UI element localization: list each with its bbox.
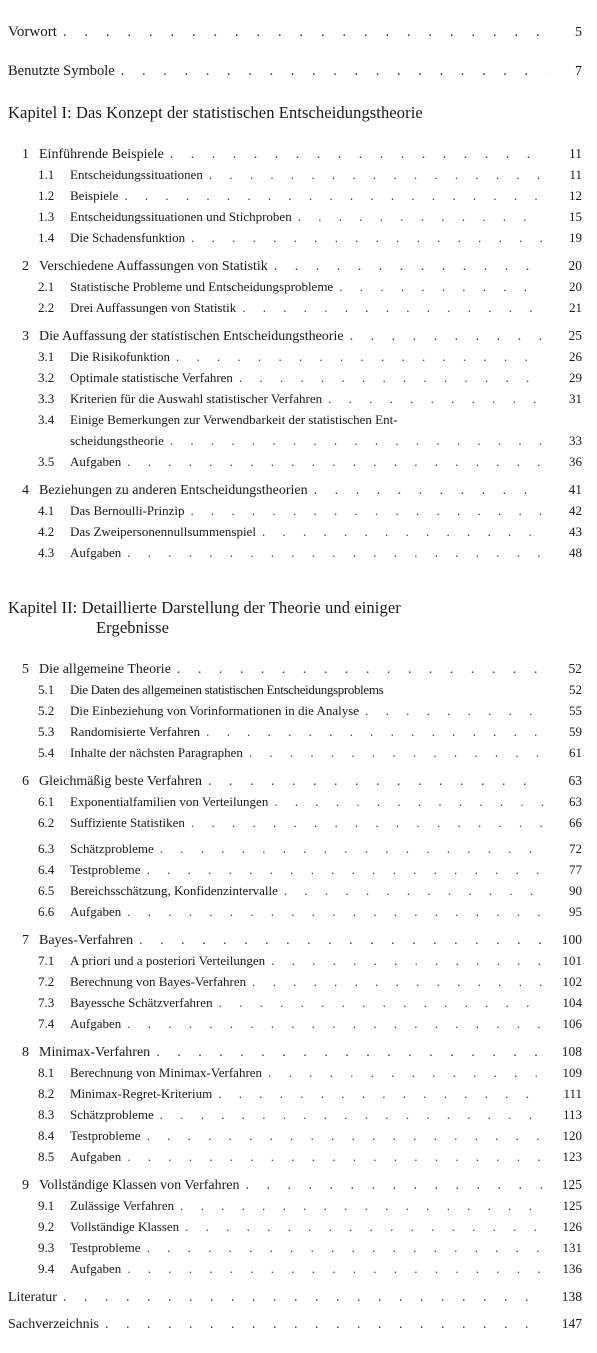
- page-number: 20: [568, 258, 582, 273]
- dot-leader: [206, 724, 544, 740]
- subsection-number: 9.2: [38, 1219, 55, 1234]
- dot-leader: [298, 209, 544, 225]
- page-number: 147: [561, 1316, 582, 1331]
- page-number: 123: [562, 1149, 582, 1164]
- subsection-title: Aufgaben: [70, 1016, 122, 1031]
- dot-leader: [147, 1240, 544, 1256]
- page-number: 136: [562, 1261, 582, 1276]
- subsection-title: Aufgaben: [70, 904, 122, 919]
- subsection-title: Suffiziente Statistiken: [70, 815, 185, 830]
- page-number: 106: [562, 1016, 582, 1031]
- toc-subsection-4-1[interactable]: [0, 503, 597, 519]
- toc-subsection-7-3[interactable]: [0, 995, 597, 1011]
- subsection-title: Aufgaben: [70, 1261, 122, 1276]
- dot-leader: [160, 1107, 544, 1123]
- section-number: 9: [22, 1178, 29, 1193]
- toc-entry-benutzte-symbole[interactable]: [0, 63, 597, 80]
- dot-leader: [271, 953, 544, 969]
- page-number: 66: [569, 815, 582, 830]
- subsection-number: 3.2: [38, 370, 55, 385]
- page-number: 108: [561, 1044, 582, 1059]
- subsection-number: 1.3: [38, 209, 55, 224]
- section-number: 8: [22, 1045, 29, 1060]
- toc-subsection-7-1[interactable]: [0, 953, 597, 969]
- dot-leader: [127, 1261, 544, 1277]
- entry-title: Sachverzeichnis: [8, 1317, 99, 1332]
- page-number: 43: [569, 524, 582, 539]
- subsection-number: 8.2: [38, 1086, 55, 1101]
- toc-subsection-3-2[interactable]: [0, 370, 597, 386]
- dot-leader: [105, 1317, 544, 1333]
- toc-subsection-9-1[interactable]: [0, 1198, 597, 1214]
- dot-leader: [219, 995, 544, 1011]
- subsection-number: 3.3: [38, 391, 55, 406]
- page-number: 102: [562, 974, 582, 989]
- page-number: 12: [569, 188, 582, 203]
- toc-subsection-2-2[interactable]: [0, 300, 597, 316]
- section-title: Beziehungen zu anderen Entscheidungstheorien: [39, 483, 308, 498]
- dot-leader: [121, 63, 547, 80]
- subsection-title: Einige Bemerkungen zur Verwendbarkeit der statistischen Ent-: [70, 412, 398, 427]
- dot-leader: [274, 794, 544, 810]
- page-number: 126: [562, 1219, 582, 1234]
- toc-subsection-6-6[interactable]: [0, 904, 597, 920]
- subsection-number: 1.1: [38, 167, 55, 182]
- subsection-number: 9.4: [38, 1261, 55, 1276]
- dot-leader: [191, 230, 544, 246]
- dot-leader: [170, 147, 544, 163]
- subsection-number: 3.5: [38, 454, 55, 469]
- toc-subsection-6-1[interactable]: [0, 794, 597, 810]
- subsection-number: 7.3: [38, 995, 55, 1010]
- chapter-1-heading: Kapitel I: Das Konzept der statistischen Entscheidungstheorie: [8, 103, 423, 122]
- page-number: 26: [569, 349, 582, 364]
- page-number: 15: [569, 209, 582, 224]
- dot-leader: [191, 815, 544, 831]
- toc-subsection-3-4-continued[interactable]: [0, 433, 597, 449]
- subsection-number: 4.3: [38, 545, 55, 560]
- page-number: 7: [575, 64, 582, 79]
- dot-leader: [249, 745, 544, 761]
- subsection-title: Berechnung von Minimax-Verfahren: [70, 1065, 263, 1080]
- subsection-title: Die Daten des allgemeinen statistischen Entscheidungsproblems: [70, 682, 384, 697]
- subsection-number: 8.3: [38, 1107, 55, 1122]
- toc-subsection-7-4[interactable]: [0, 1016, 597, 1032]
- toc-entry-literatur[interactable]: [0, 1289, 597, 1306]
- toc-subsection-6-5[interactable]: [0, 883, 597, 899]
- entry-title: Literatur: [8, 1290, 57, 1305]
- dot-leader: [63, 24, 547, 41]
- chapter-2-heading-line-2: Ergebnisse: [96, 618, 170, 637]
- page-number: 42: [569, 503, 582, 518]
- subsection-title: A priori und a posteriori Verteilungen: [70, 953, 266, 968]
- toc-subsection-1-4[interactable]: [0, 230, 597, 246]
- dot-leader: [160, 841, 544, 857]
- toc-subsection-5-3[interactable]: [0, 724, 597, 740]
- subsection-title: Inhalte der nächsten Paragraphen: [70, 745, 243, 760]
- dot-leader: [127, 1016, 544, 1032]
- toc-subsection-9-2[interactable]: [0, 1219, 597, 1235]
- toc-section-1[interactable]: [0, 146, 597, 163]
- subsection-title: Aufgaben: [70, 454, 122, 469]
- section-number: 1: [22, 147, 29, 162]
- subsection-number: 7.1: [38, 953, 55, 968]
- dot-leader: [284, 883, 544, 899]
- toc-subsection-5-2[interactable]: [0, 703, 597, 719]
- subsection-number: 6.6: [38, 904, 55, 919]
- toc-subsection-1-1[interactable]: [0, 167, 597, 183]
- subsection-title: Randomisierte Verfahren: [70, 724, 201, 739]
- subsection-number: 2.2: [38, 300, 55, 315]
- page-number: 113: [562, 1107, 582, 1122]
- toc-subsection-9-4[interactable]: [0, 1261, 597, 1277]
- subsection-title: Bayessche Schätzverfahren: [70, 995, 213, 1010]
- page-number: 72: [569, 841, 582, 856]
- toc-subsection-5-1[interactable]: [0, 682, 597, 698]
- page-number: 33: [569, 433, 582, 448]
- subsection-title: Die Schadensfunktion: [70, 230, 186, 245]
- section-title: Die allgemeine Theorie: [39, 662, 171, 677]
- toc-subsection-8-2[interactable]: [0, 1086, 597, 1102]
- section-title: Einführende Beispiele: [39, 147, 164, 162]
- page-number: 100: [561, 932, 582, 947]
- dot-leader: [246, 1178, 545, 1194]
- subsection-title: Schätzprobleme: [70, 1107, 154, 1122]
- page-number: 111: [563, 1086, 582, 1101]
- page-number: 21: [569, 300, 582, 315]
- page-number: 63: [568, 773, 582, 788]
- page-number: 125: [562, 1198, 582, 1213]
- page-number: 41: [568, 482, 582, 497]
- dot-leader: [239, 370, 544, 386]
- chapter-2-heading: [8, 598, 401, 638]
- page-number: 101: [562, 953, 582, 968]
- dot-leader: [147, 1128, 544, 1144]
- toc-entry-vorwort[interactable]: [0, 24, 597, 41]
- subsection-title: Kriterien für die Auswahl statistischer Verfahren: [70, 391, 323, 406]
- subsection-title: Drei Auffassungen von Statistik: [70, 300, 237, 315]
- dot-leader: [127, 904, 544, 920]
- subsection-title: Testprobleme: [70, 1240, 141, 1255]
- toc-subsection-4-3[interactable]: [0, 545, 597, 561]
- dot-leader: [252, 974, 544, 990]
- dot-leader: [218, 1086, 544, 1102]
- page-number: 48: [569, 545, 582, 560]
- page-number: 52: [569, 682, 582, 697]
- page-number: 125: [561, 1177, 582, 1192]
- toc-subsection-7-2[interactable]: [0, 974, 597, 990]
- toc-section-2[interactable]: [0, 258, 597, 275]
- subsection-title: Statistische Probleme und Entscheidungsprobleme: [70, 279, 334, 294]
- entry-title: Vorwort: [8, 24, 57, 40]
- toc-subsection-8-4[interactable]: [0, 1128, 597, 1144]
- section-title: Die Auffassung der statistischen Entscheidungstheorie: [39, 329, 344, 344]
- page-number: 59: [569, 724, 582, 739]
- toc-subsection-6-2[interactable]: [0, 815, 597, 831]
- toc-subsection-3-3[interactable]: [0, 391, 597, 407]
- page-number: 138: [561, 1289, 582, 1304]
- subsection-title: Zulässige Verfahren: [70, 1198, 175, 1213]
- section-number: 6: [22, 774, 29, 789]
- page-number: 52: [568, 661, 582, 676]
- subsection-number: 5.3: [38, 724, 55, 739]
- subsection-title: Die Einbeziehung von Vorinformationen in die Analyse: [70, 703, 360, 718]
- page-number: 120: [562, 1128, 582, 1143]
- subsection-title: Berechnung von Bayes-Verfahren: [70, 974, 247, 989]
- subsection-title: Optimale statistische Verfahren: [70, 370, 233, 385]
- subsection-number: 5.4: [38, 745, 55, 760]
- subsection-number: 9.1: [38, 1198, 55, 1213]
- section-title: Gleichmäßig beste Verfahren: [39, 774, 203, 789]
- toc-subsection-8-1[interactable]: [0, 1065, 597, 1081]
- page-number: 131: [562, 1240, 582, 1255]
- subsection-title: Testprobleme: [70, 1128, 141, 1143]
- section-title: Minimax-Verfahren: [39, 1045, 151, 1060]
- toc-subsection-4-2[interactable]: [0, 524, 597, 540]
- toc-subsection-1-3[interactable]: [0, 209, 597, 225]
- subsection-number: 2.1: [38, 279, 55, 294]
- dot-leader: [190, 503, 544, 519]
- dot-leader: [185, 1219, 544, 1235]
- subsection-number: 8.4: [38, 1128, 55, 1143]
- dot-leader: [127, 545, 544, 561]
- page-number: 11: [569, 146, 582, 161]
- toc-section-9[interactable]: [0, 1177, 597, 1194]
- page-number: 55: [569, 703, 582, 718]
- subsection-title: Vollständige Klassen: [70, 1219, 180, 1234]
- section-title: Bayes-Verfahren: [39, 933, 134, 948]
- page-number: 95: [569, 904, 582, 919]
- toc-section-5[interactable]: [0, 661, 597, 678]
- dot-leader: [170, 433, 544, 449]
- page-number: 31: [569, 391, 582, 406]
- dot-leader: [274, 259, 544, 275]
- toc-subsection-9-3[interactable]: [0, 1240, 597, 1256]
- toc-section-4[interactable]: [0, 482, 597, 499]
- dot-leader: [209, 167, 544, 183]
- toc-subsection-3-5[interactable]: [0, 454, 597, 470]
- chapter-2-heading-line-1: Kapitel II: Detaillierte Darstellung der Theorie und einiger: [8, 598, 401, 617]
- page-number: 63: [569, 794, 582, 809]
- toc-subsection-5-4[interactable]: [0, 745, 597, 761]
- subsection-title: Minimax-Regret-Kriterium: [70, 1086, 213, 1101]
- dot-leader: [339, 279, 544, 295]
- subsection-number: 5.1: [38, 682, 55, 697]
- subsection-number: 9.3: [38, 1240, 55, 1255]
- page-number: 20: [569, 279, 582, 294]
- subsection-title: Entscheidungssituationen: [70, 167, 203, 182]
- dot-leader: [147, 862, 544, 878]
- section-number: 3: [22, 329, 29, 344]
- subsection-title: Das Zweipersonennullsummenspiel: [70, 524, 256, 539]
- toc-section-3[interactable]: [0, 328, 597, 345]
- entry-title: Benutzte Symbole: [8, 63, 115, 79]
- toc-subsection-8-3[interactable]: [0, 1107, 597, 1123]
- section-number: 4: [22, 483, 29, 498]
- dot-leader: [365, 703, 544, 719]
- dot-leader: [63, 1290, 544, 1306]
- toc-entry-sachverzeichnis[interactable]: [0, 1316, 597, 1333]
- page-number: 25: [568, 328, 582, 343]
- subsection-title: Das Bernoulli-Prinzip: [70, 503, 185, 518]
- dot-leader: [268, 1065, 544, 1081]
- subsection-number: 6.1: [38, 794, 55, 809]
- subsection-title: Testprobleme: [70, 862, 141, 877]
- subsection-number: 6.5: [38, 883, 55, 898]
- dot-leader: [127, 454, 544, 470]
- subsection-number: 3.1: [38, 349, 55, 364]
- subsection-number: 8.5: [38, 1149, 55, 1164]
- dot-leader: [124, 188, 544, 204]
- subsection-title: Aufgaben: [70, 1149, 122, 1164]
- toc-subsection-1-2[interactable]: [0, 188, 597, 204]
- subsection-number: 1.2: [38, 188, 55, 203]
- section-number: 5: [22, 662, 29, 677]
- dot-leader: [314, 483, 544, 499]
- page-number: 77: [569, 862, 582, 877]
- subsection-number: 1.4: [38, 230, 55, 245]
- section-title: Vollständige Klassen von Verfahren: [39, 1178, 240, 1193]
- page-number: 109: [562, 1065, 582, 1080]
- dot-leader: [127, 1149, 544, 1165]
- dot-leader: [328, 391, 544, 407]
- toc-section-8[interactable]: [0, 1044, 597, 1061]
- section-number: 7: [22, 933, 29, 948]
- subsection-number: 6.3: [38, 841, 55, 856]
- dot-leader: [350, 329, 544, 345]
- section-number: 2: [22, 259, 29, 274]
- dot-leader: [208, 774, 544, 790]
- subsection-title: Bereichsschätzung, Konfidenzintervalle: [70, 883, 278, 898]
- page-number: 5: [575, 25, 582, 40]
- toc-subsection-6-3[interactable]: [0, 841, 597, 857]
- dot-leader: [242, 300, 544, 316]
- dot-leader: [177, 662, 544, 678]
- dot-leader: [176, 349, 544, 365]
- page-number: 19: [569, 230, 582, 245]
- page-number: 11: [569, 167, 582, 182]
- subsection-number: 4.2: [38, 524, 55, 539]
- subsection-number: 8.1: [38, 1065, 55, 1080]
- section-title: Verschiedene Auffassungen von Statistik: [39, 259, 268, 274]
- subsection-number: 5.2: [38, 703, 55, 718]
- toc-subsection-3-1[interactable]: [0, 349, 597, 365]
- toc-section-6[interactable]: [0, 773, 597, 790]
- subsection-number: 6.4: [38, 862, 55, 877]
- subsection-title: Exponentialfamilien von Verteilungen: [70, 794, 269, 809]
- toc-subsection-3-4[interactable]: [0, 412, 597, 428]
- subsection-number: 4.1: [38, 503, 55, 518]
- page-number: 90: [569, 883, 582, 898]
- toc-subsection-2-1[interactable]: [0, 279, 597, 295]
- dot-leader: [262, 524, 544, 540]
- dot-leader: [156, 1045, 544, 1061]
- subsection-title: Schätzprobleme: [70, 841, 154, 856]
- subsection-number: 3.4: [38, 412, 55, 427]
- subsection-title: Aufgaben: [70, 545, 122, 560]
- page-number: 29: [569, 370, 582, 385]
- subsection-title-continued: scheidungstheorie: [70, 433, 164, 448]
- subsection-title: Entscheidungssituationen und Stichproben: [70, 209, 292, 224]
- toc-subsection-8-5[interactable]: [0, 1149, 597, 1165]
- subsection-number: 6.2: [38, 815, 55, 830]
- page-number: 104: [562, 995, 582, 1010]
- toc-section-7[interactable]: [0, 932, 597, 949]
- subsection-title: Die Risikofunktion: [70, 349, 171, 364]
- subsection-title: Beispiele: [70, 188, 119, 203]
- page-number: 36: [569, 454, 582, 469]
- dot-leader: [180, 1198, 544, 1214]
- toc-subsection-6-4[interactable]: [0, 862, 597, 878]
- subsection-number: 7.2: [38, 974, 55, 989]
- subsection-number: 7.4: [38, 1016, 55, 1031]
- dot-leader: [139, 933, 544, 949]
- page-number: 61: [569, 745, 582, 760]
